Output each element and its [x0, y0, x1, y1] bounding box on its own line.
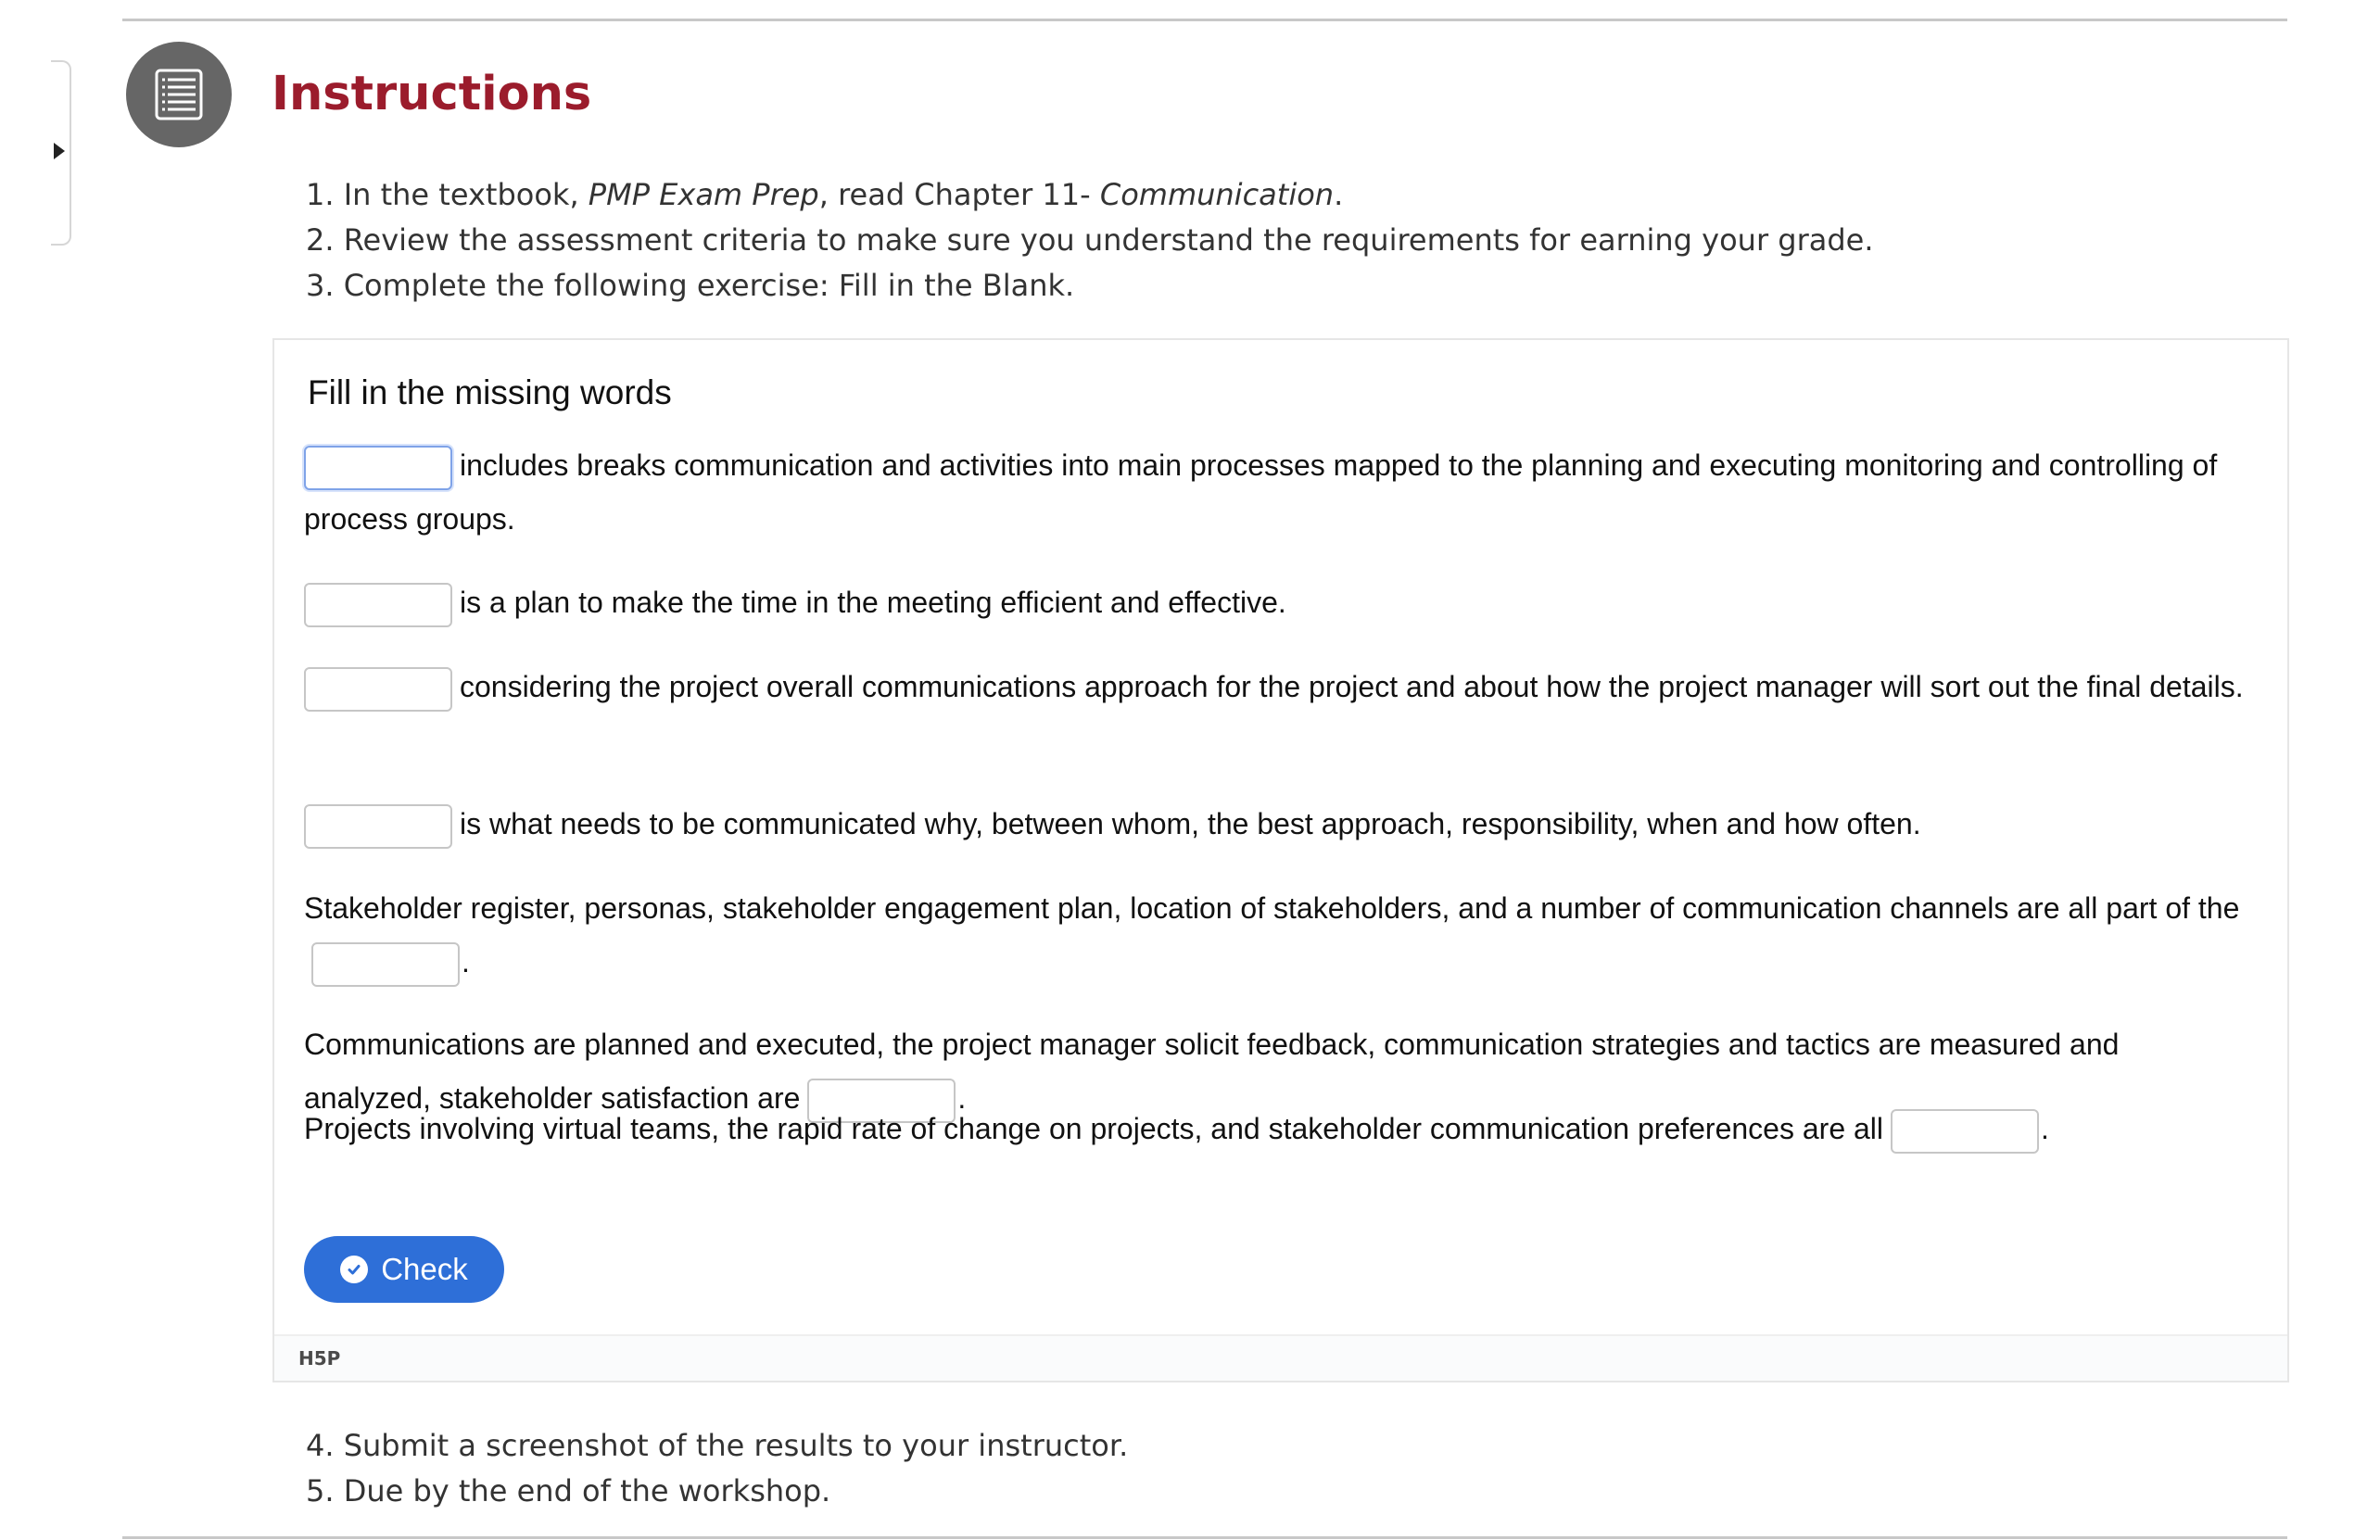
- question-3: considering the project overall communications approach for the project and about how the project manager will sort out the final details.: [304, 660, 2250, 713]
- question-2: is a plan to make the time in the meeting efficient and effective.: [304, 575, 2250, 629]
- blank-input-5[interactable]: [311, 942, 460, 987]
- instruction-step-1: 1. In the textbook, PMP Exam Prep, read Chapter 11- Communication.: [306, 177, 1344, 212]
- check-button[interactable]: [304, 1236, 504, 1303]
- question-4: is what needs to be communicated why, between whom, the best approach, responsibility, when and how often.: [304, 797, 2250, 851]
- check-button-label: Check: [381, 1252, 468, 1286]
- blank-input-3[interactable]: [304, 667, 452, 712]
- instructions-list-bottom: [306, 1423, 1128, 1514]
- instruction-step-4: 4. Submit a screenshot of the results to your instructor.: [306, 1428, 1129, 1463]
- exercise-heading: Fill in the missing words: [308, 373, 672, 411]
- blank-input-2[interactable]: [304, 583, 452, 627]
- instruction-step-2: 2. Review the assessment criteria to make sure you understand the requirements for earning your grade.: [306, 222, 1874, 258]
- bottom-divider: [122, 1536, 2287, 1539]
- instructions-list-top: [306, 172, 1874, 309]
- blank-input-1[interactable]: [304, 446, 452, 490]
- h5p-logo: H5P: [298, 1347, 341, 1370]
- instructions-icon: [126, 42, 232, 147]
- blank-input-7[interactable]: [1891, 1109, 2039, 1154]
- question-1: includes breaks communication and activities into main processes mapped to the planning and executing monitoring and controlling of process groups.: [304, 438, 2250, 546]
- instruction-step-3: 3. Complete the following exercise: Fill in the Blank.: [306, 268, 1075, 303]
- book-title: PMP Exam Prep: [588, 177, 819, 212]
- instruction-step-5: 5. Due by the end of the workshop.: [306, 1473, 831, 1508]
- question-7: Projects involving virtual teams, the rapid rate of change on projects, and stakeholder communication preferences are all .: [304, 1102, 2250, 1155]
- h5p-footer: [274, 1334, 2287, 1381]
- fill-in-blanks-exercise: [272, 338, 2289, 1382]
- expand-arrow-icon[interactable]: [54, 143, 65, 159]
- chapter-title: Communication: [1099, 177, 1335, 212]
- check-circle-icon: [340, 1256, 368, 1283]
- blank-input-4[interactable]: [304, 804, 452, 849]
- top-divider: [122, 19, 2287, 21]
- question-5: Stakeholder register, personas, stakeholder engagement plan, location of stakeholders, and a number of communication channels are all part of the.: [304, 881, 2250, 989]
- question-6: Communications are planned and executed, the project manager solicit feedback, communication strategies and tactics are measured and analyzed, stakeholder satisfaction are .: [304, 1017, 2250, 1125]
- page-title: Instructions: [272, 67, 592, 121]
